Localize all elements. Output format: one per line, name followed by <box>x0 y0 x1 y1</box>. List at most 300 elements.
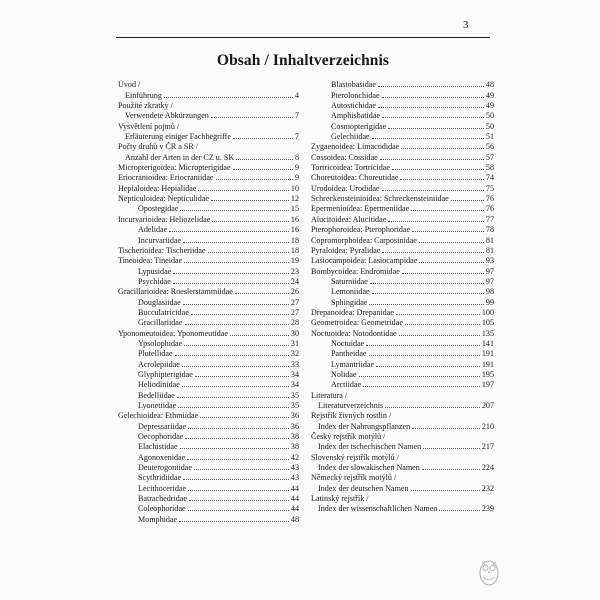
toc-entry-page: 81 <box>485 245 494 255</box>
toc-entry-title: Deuterogoniidae <box>138 463 192 473</box>
toc-leader-dots <box>180 448 289 449</box>
toc-entry-title: Tischerioidea: Tischeriidae <box>118 245 206 255</box>
toc-entry-title: Momphidae <box>138 514 178 524</box>
toc-entry-title: Verwendete Abkürzungen <box>125 111 209 121</box>
toc-entry-title: Bucculatricidae <box>138 307 189 317</box>
toc-entry-title: Bedelliidae <box>138 390 175 400</box>
toc-heading <box>118 79 299 89</box>
toc-entry-title: Amphisbatidae <box>331 111 381 121</box>
toc-entry-page: 224 <box>481 463 494 473</box>
toc-entry-page: 28 <box>290 318 299 328</box>
toc-entry-page: 7 <box>294 132 299 142</box>
toc-entry-page: 57 <box>485 152 494 162</box>
toc-entry-title: Lecithoceridae <box>138 483 187 493</box>
toc-entry <box>118 245 299 255</box>
toc-leader-dots <box>405 324 480 325</box>
toc-entry-title: Úvod / <box>118 80 141 90</box>
toc-entry <box>118 317 299 327</box>
toc-leader-dots <box>180 210 288 211</box>
toc-entry-title: Epermenioidea: Epermeniidae <box>311 204 410 214</box>
toc-entry <box>118 265 299 275</box>
toc-entry <box>118 131 299 141</box>
toc-leader-dots <box>359 376 480 377</box>
toc-entry-title: Adelidae <box>138 225 168 235</box>
toc-leader-dots <box>369 304 483 305</box>
toc-entry-page: 18 <box>290 235 299 245</box>
toc-leader-dots <box>189 500 289 501</box>
toc-leader-dots <box>169 231 289 232</box>
toc-entry <box>311 420 494 430</box>
toc-entry-page: 48 <box>290 514 299 524</box>
toc-entry-page: 191 <box>481 349 494 359</box>
toc-entry <box>118 358 299 368</box>
toc-entry <box>118 472 299 482</box>
toc-leader-dots <box>419 242 484 243</box>
toc-entry-title: Arctiidae <box>331 380 362 390</box>
toc-entry-title: Ypsolophidae <box>138 338 183 348</box>
toc-entry-title: Literatura / <box>311 390 348 400</box>
toc-entry-title: Douglasiidae <box>138 297 181 307</box>
toc-entry <box>311 265 494 275</box>
toc-entry-title: Německý rejstřík motýlů / <box>311 473 397 483</box>
toc-entry-title: Incurvarioidea: Heliozelidae <box>118 214 211 224</box>
toc-leader-dots <box>212 221 289 222</box>
toc-entry-title: Český rejstřík motýlů / <box>311 432 386 442</box>
toc-entry-page: 18 <box>290 245 299 255</box>
toc-entry <box>118 410 299 420</box>
toc-entry-title: Gracillarioidea: Roeslerstammiidae <box>118 287 233 297</box>
toc-leader-dots <box>179 521 289 522</box>
toc-entry <box>311 141 494 151</box>
toc-entry-page: 38 <box>290 442 299 452</box>
toc-entry-title: Pyraloidea: Pyralidae <box>311 245 381 255</box>
toc-leader-dots <box>185 324 289 325</box>
toc-entry-title: Index der slowakischen Namen <box>318 463 420 473</box>
toc-entry-title: Sphingidae <box>331 297 368 307</box>
toc-entry-page: 49 <box>485 90 494 100</box>
toc-leader-dots <box>439 510 480 511</box>
toc-leader-dots <box>399 335 480 336</box>
toc-leader-dots <box>382 97 484 98</box>
toc-leader-dots <box>400 179 483 180</box>
toc-entry-title: Lypusidae <box>138 266 172 276</box>
toc-entry-page: 35 <box>290 390 299 400</box>
toc-entry-page: 58 <box>485 163 494 173</box>
toc-entry-page: 210 <box>481 421 494 431</box>
toc-leader-dots <box>233 138 293 139</box>
toc-entry-title: Lemoniidae <box>331 287 370 297</box>
toc-entry-title: Bombycoidea: Endromidae <box>311 266 400 276</box>
toc-entry-page: 100 <box>481 307 494 317</box>
toc-leader-dots <box>388 128 484 129</box>
toc-leader-dots <box>178 407 289 408</box>
toc-entry <box>311 400 494 410</box>
toc-entry-page: 48 <box>485 80 494 90</box>
toc-entry-page: 32 <box>290 349 299 359</box>
toc-leader-dots <box>188 428 289 429</box>
toc-entry-page: 81 <box>485 235 494 245</box>
toc-entry-title: Acrolepiidae <box>138 359 180 369</box>
toc-entry <box>311 462 494 472</box>
toc-entry-page: 74 <box>485 173 494 183</box>
toc-entry <box>118 513 299 523</box>
toc-leader-dots <box>183 479 289 480</box>
toc-entry <box>311 296 494 306</box>
toc-entry-title: Anzahl der Arten in der CZ u. SK <box>125 152 235 162</box>
toc-entry-title: Alucitoidea: Alucitidae <box>311 214 387 224</box>
toc-entry-title: Rejstřík živných rostlin / <box>311 411 392 421</box>
toc-leader-dots <box>233 169 293 170</box>
toc-entry-title: Batrachedridae <box>138 494 187 504</box>
toc-entry-page: 97 <box>485 266 494 276</box>
toc-entry-title: Nolidae <box>331 369 357 379</box>
toc-entry-title: Gelechioidea: Ethmiidae <box>118 411 199 421</box>
toc-entry <box>118 162 299 172</box>
toc-entry-page: 36 <box>290 411 299 421</box>
toc-entry <box>311 131 494 141</box>
page-title: Obsah / Inhaltverzeichnis <box>216 52 390 69</box>
toc-entry-page: 30 <box>290 328 299 338</box>
toc-entry <box>118 462 299 472</box>
toc-entry <box>311 89 494 99</box>
toc-entry <box>118 276 299 286</box>
toc-entry <box>118 203 299 213</box>
toc-entry-title: Heliodinidae <box>138 380 180 390</box>
toc-entry-page: 217 <box>481 442 494 452</box>
toc-entry <box>311 327 494 337</box>
toc-entry-page: 191 <box>481 359 494 369</box>
toc-entry-title: Choreutoidea: Choreutidae <box>311 173 399 183</box>
page-number: 3 <box>463 19 469 31</box>
toc-leader-dots <box>411 210 484 211</box>
toc-entry <box>118 369 299 379</box>
toc-entry <box>118 89 299 99</box>
toc-entry <box>311 338 494 348</box>
toc-entry-title: Schreckensteinioidea: Schreckensteiniidae <box>311 194 449 204</box>
toc-leader-dots <box>173 283 289 284</box>
toc-entry-title: Počty druhů v ČR a SR / <box>118 142 199 152</box>
toc-entry-page: 34 <box>290 369 299 379</box>
toc-entry <box>118 151 299 161</box>
toc-heading <box>311 431 494 441</box>
toc-leader-dots <box>392 169 484 170</box>
toc-leader-dots <box>451 200 484 201</box>
toc-entry-page: 232 <box>481 483 494 493</box>
toc-leader-dots <box>184 345 289 346</box>
toc-entry-page: 97 <box>485 276 494 286</box>
toc-entry-page: 44 <box>290 504 299 514</box>
toc-leader-dots <box>396 314 480 315</box>
toc-leader-dots <box>380 159 484 160</box>
toc-heading <box>311 472 494 482</box>
toc-entry <box>311 379 494 389</box>
toc-entry-page: 197 <box>481 380 494 390</box>
toc-entry-page: 49 <box>485 101 494 111</box>
toc-entry-title: Latinský rejstřík / <box>311 494 369 504</box>
toc-entry-page: 56 <box>485 142 494 152</box>
toc-entry-page: 77 <box>485 214 494 224</box>
toc-entry-page: 76 <box>485 194 494 204</box>
toc-leader-dots <box>236 159 293 160</box>
toc-entry-title: Literaturverzeichnis <box>318 401 384 410</box>
toc-heading <box>311 389 494 399</box>
toc-entry <box>118 451 299 461</box>
toc-entry-title: Pterolonchidae <box>331 90 380 100</box>
toc-entry <box>118 110 299 120</box>
toc-entry <box>311 482 494 492</box>
toc-entry-page: 31 <box>290 338 299 348</box>
toc-entry <box>118 503 299 513</box>
toc-entry-title: Pterophoroidea: Pterophoridae <box>311 225 411 235</box>
toc-leader-dots <box>401 148 484 149</box>
toc-entry <box>311 151 494 161</box>
toc-entry-page: 93 <box>485 256 494 266</box>
toc-leader-dots <box>376 366 480 367</box>
toc-entry-title: Autostichidae <box>331 101 376 111</box>
toc-entry-title: Hepialoidea: Hepialidae <box>118 183 197 193</box>
toc-entry-title: Zygaenoidea: Limacodidae <box>311 142 400 152</box>
toc-entry <box>311 100 494 110</box>
owl-watermark-icon <box>478 556 500 586</box>
toc-entry-title: Cossoidea: Cossidae <box>311 152 378 162</box>
toc-entry <box>311 245 494 255</box>
toc-leader-dots <box>200 417 289 418</box>
toc-entry-title: Erläuterung einiger Fachbegriffe <box>125 132 231 142</box>
toc-entry <box>311 234 494 244</box>
toc-entry <box>118 307 299 317</box>
toc-entry-title: Tineoidea: Tineidae <box>118 256 183 266</box>
toc-entry <box>311 348 494 358</box>
toc-entry-page: 98 <box>485 287 494 297</box>
toc-entry-title: Yponomeutoidea: Yponomeutidae <box>118 328 228 338</box>
toc-leader-dots <box>195 376 289 377</box>
toc-entry-page: 15 <box>290 204 299 214</box>
toc-heading <box>311 493 494 503</box>
toc-leader-dots <box>216 179 293 180</box>
toc-leader-dots <box>164 97 293 98</box>
toc-entry-page: 207 <box>481 401 494 410</box>
toc-entry <box>118 224 299 234</box>
toc-entry-title: Copromorphoidea: Carposinidae <box>311 235 417 245</box>
toc-entry-page: 16 <box>290 225 299 235</box>
toc-leader-dots <box>230 335 289 336</box>
toc-entry <box>311 317 494 327</box>
toc-entry <box>311 110 494 120</box>
toc-entry-page: 50 <box>485 111 494 121</box>
toc-entry-page: 75 <box>485 183 494 193</box>
toc-entry-page: 10 <box>290 183 299 193</box>
toc-entry <box>311 286 494 296</box>
toc-leader-dots <box>184 262 289 263</box>
toc-entry <box>118 420 299 430</box>
toc-heading <box>118 100 299 110</box>
toc-entry-page: 26 <box>290 287 299 297</box>
toc-leader-dots <box>378 107 484 108</box>
toc-entry <box>118 193 299 203</box>
header-rule <box>116 37 490 38</box>
toc-entry-page: 27 <box>290 297 299 307</box>
toc-entry-page: 9 <box>294 163 299 173</box>
toc-entry <box>311 213 494 223</box>
toc-entry <box>118 286 299 296</box>
toc-entry-title: Elachistidae <box>138 442 178 452</box>
toc-leader-dots <box>385 407 480 408</box>
toc-entry-page: 99 <box>485 297 494 307</box>
toc-leader-dots <box>211 117 293 118</box>
toc-entry-title: Tortricoidea: Tortricidae <box>311 163 390 173</box>
toc-entry-page: 4 <box>294 90 299 100</box>
toc-entry-title: Einführung <box>125 90 162 100</box>
toc-entry-title: Glyphipterigidae <box>138 369 193 379</box>
toc-leader-dots <box>382 252 483 253</box>
toc-entry-title: Plutellidae <box>138 349 173 359</box>
toc-entry <box>311 79 494 89</box>
toc-leader-dots <box>177 397 289 398</box>
toc-left-column <box>118 79 299 524</box>
toc-entry-page: 24 <box>290 276 299 286</box>
toc-entry-title: Noctuidae <box>331 338 365 348</box>
toc-entry-title: Pantheidae <box>331 349 367 359</box>
toc-entry <box>311 224 494 234</box>
toc-entry-page: 50 <box>485 121 494 131</box>
toc-leader-dots <box>173 273 289 274</box>
toc-leader-dots <box>370 283 484 284</box>
toc-entry <box>311 441 494 451</box>
toc-leader-dots <box>412 428 480 429</box>
toc-entry-title: Gelechiidae <box>331 132 370 142</box>
toc-entry-page: 141 <box>481 338 494 348</box>
toc-leader-dots <box>382 117 484 118</box>
toc-entry-title: Použité zkratky / <box>118 101 173 111</box>
toc-leader-dots <box>422 469 480 470</box>
toc-heading <box>118 120 299 130</box>
toc-entry-title: Saturniidae <box>331 276 368 286</box>
toc-entry-page: 7 <box>294 111 299 121</box>
toc-entry-title: Index der wissenschaftlichen Namen <box>318 504 438 514</box>
toc-leader-dots <box>188 510 289 511</box>
toc-heading <box>311 410 494 420</box>
toc-leader-dots <box>402 273 484 274</box>
toc-entry-title: Urodoidea: Urodidae <box>311 183 380 193</box>
toc-leader-dots <box>208 252 289 253</box>
toc-entry-page: 9 <box>294 173 299 183</box>
toc-leader-dots <box>369 355 480 356</box>
toc-leader-dots <box>185 438 289 439</box>
toc-heading <box>118 141 299 151</box>
toc-entry <box>118 296 299 306</box>
toc-entry-page: 12 <box>290 194 299 204</box>
toc-entry-page: 16 <box>290 214 299 224</box>
toc-entry <box>118 255 299 265</box>
toc-entry-title: Slovenský rejstřík motýlů / <box>311 452 399 462</box>
toc-leader-dots <box>382 190 484 191</box>
toc-leader-dots <box>188 490 289 491</box>
toc-entry-page: 239 <box>481 504 494 514</box>
toc-entry-title: Gracillariidae <box>138 318 183 328</box>
toc-entry <box>311 162 494 172</box>
toc-entry-title: Blastobasidae <box>331 80 376 90</box>
toc-leader-dots <box>235 293 289 294</box>
toc-leader-dots <box>419 262 484 263</box>
toc-entry-page: 76 <box>485 204 494 214</box>
toc-entry <box>118 441 299 451</box>
toc-entry <box>311 182 494 192</box>
toc-entry <box>311 307 494 317</box>
toc-entry-page: 36 <box>290 421 299 431</box>
toc-entry-title: Micropterigoidea: Micropterigidae <box>118 163 231 173</box>
toc-entry-page: 195 <box>481 369 494 379</box>
toc-entry-page: 19 <box>290 256 299 266</box>
toc-entry-page: 51 <box>485 132 494 142</box>
toc-entry-title: Geometroidea: Geometridae <box>311 318 403 328</box>
toc-entry <box>118 482 299 492</box>
toc-entry <box>311 255 494 265</box>
toc-leader-dots <box>412 231 484 232</box>
toc-entry-page: 35 <box>290 401 299 410</box>
toc-leader-dots <box>366 345 480 346</box>
toc-entry-page: 34 <box>290 380 299 390</box>
toc-entry-title: Index der tschechischen Namen <box>318 442 422 452</box>
toc-entry-title: Nepticuloidea: Nepticulidae <box>118 194 210 204</box>
toc-entry-title: Depressariidae <box>138 421 187 431</box>
toc-entry <box>311 193 494 203</box>
toc-entry-title: Opostegidae <box>138 204 179 214</box>
toc-leader-dots <box>198 190 288 191</box>
toc-entry-title: Lyonetiidae <box>138 401 177 410</box>
toc-leader-dots <box>175 355 289 356</box>
toc-leader-dots <box>211 200 289 201</box>
toc-entry <box>311 369 494 379</box>
toc-entry-page: 43 <box>290 473 299 483</box>
toc-leader-dots <box>183 304 289 305</box>
toc-heading <box>311 451 494 461</box>
toc-entry-title: Vysvětlení pojmů / <box>118 121 180 131</box>
toc-leader-dots <box>372 138 484 139</box>
toc-entry-page: 42 <box>290 452 299 462</box>
toc-entry-title: Lymantriidae <box>331 359 375 369</box>
toc-leader-dots <box>363 386 480 387</box>
toc-entry <box>118 348 299 358</box>
toc-leader-dots <box>194 469 289 470</box>
toc-entry-page: 44 <box>290 494 299 504</box>
toc-entry-page: 27 <box>290 307 299 317</box>
toc-entry-page: 33 <box>290 359 299 369</box>
toc-entry <box>311 358 494 368</box>
toc-entry <box>118 400 299 410</box>
toc-entry-page: 135 <box>481 328 494 338</box>
toc-entry-page: 38 <box>290 432 299 442</box>
toc-leader-dots <box>191 314 289 315</box>
toc-entry-title: Lasiocampoidea: Lasiocampidae <box>311 256 418 266</box>
toc-leader-dots <box>388 221 484 222</box>
toc-entry-title: Eriocranioidea: Eriocraniidae <box>118 173 214 183</box>
toc-entry <box>118 172 299 182</box>
toc-entry-page: 43 <box>290 463 299 473</box>
toc-entry <box>311 203 494 213</box>
toc-leader-dots <box>378 86 484 87</box>
toc-entry <box>118 431 299 441</box>
toc-entry <box>118 389 299 399</box>
toc-leader-dots <box>423 448 480 449</box>
toc-entry-page: 44 <box>290 483 299 493</box>
toc-entry <box>311 503 494 513</box>
toc-entry <box>311 276 494 286</box>
toc-leader-dots <box>411 490 480 491</box>
toc-entry <box>118 234 299 244</box>
toc-entry <box>118 379 299 389</box>
toc-entry-page: 23 <box>290 266 299 276</box>
toc-entry-title: Drepanoidea: Drepanidae <box>311 307 394 317</box>
